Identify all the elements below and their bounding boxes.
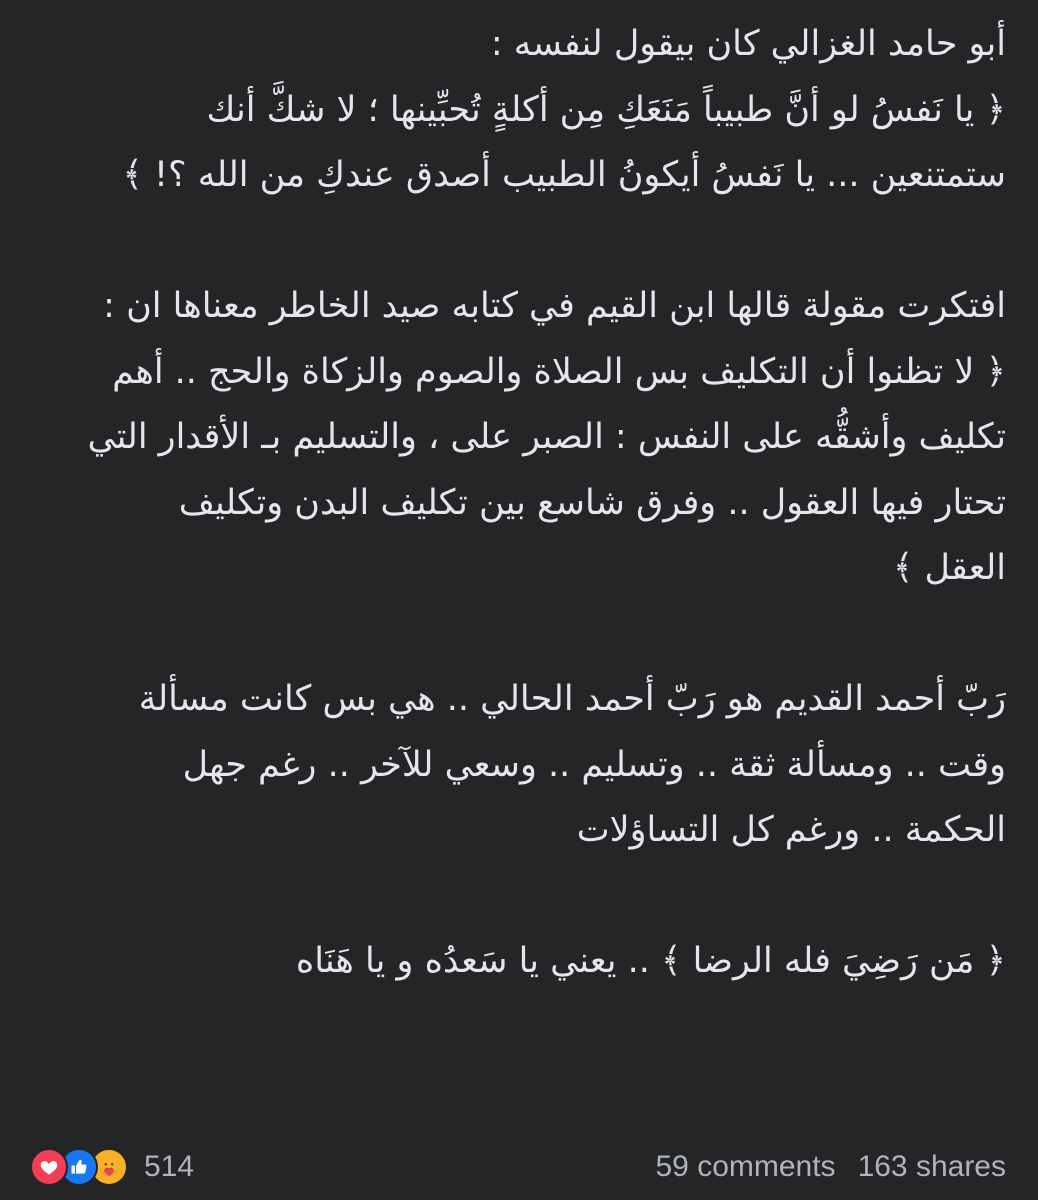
text-line: ﴿ مَن رَضِيَ فله الرضا ﴾ .. يعني يا سَعدُه و يا هَنَاه	[295, 941, 1006, 981]
paragraph-spacer	[28, 864, 1006, 930]
reactions-summary[interactable]	[30, 1148, 194, 1186]
paragraph-ibn-qayyim	[28, 274, 1006, 602]
comments-count-link[interactable]: 59 comments	[655, 1150, 836, 1183]
paragraph-spacer	[28, 209, 1006, 275]
text-line: ستمتنعين ... يا نَفسُ أيكونُ الطبيب أصدق عندكِ من الله ؟! ﴾	[122, 155, 1006, 195]
text-line: ﴿ لا تظنوا أن التكليف بس الصلاة والصوم والزكاة والحج .. أهم	[112, 351, 1006, 392]
paragraph-ghazali	[28, 12, 1006, 209]
post-text	[28, 12, 1006, 995]
text-line: أبو حامد الغزالي كان بيقول لنفسه :	[490, 24, 1006, 64]
shares-count-link[interactable]: 163 shares	[857, 1150, 1006, 1183]
engagement-stats	[655, 1150, 1006, 1184]
paragraph-spacer	[28, 602, 1006, 668]
text-line: افتكرت مقولة قالها ابن القيم في كتابه صيد الخاطر معناها ان :	[103, 286, 1006, 326]
post-footer	[30, 1140, 1006, 1194]
text-line: تكليف وأشقُّه على النفس : الصبر على ، والتسليم بـ الأقدار التي	[87, 417, 1006, 457]
reaction-icons[interactable]	[30, 1148, 120, 1186]
text-line: رَبّ أحمد القديم هو رَبّ أحمد الحالي .. هي بس كانت مسألة	[138, 679, 1006, 719]
text-line: تحتار فيها العقول .. وفرق شاسع بين تكليف البدن وتكليف	[178, 482, 1006, 523]
text-line: العقل ﴾	[892, 548, 1006, 588]
reaction-count[interactable]: 514	[144, 1150, 195, 1183]
paragraph-ahmed	[28, 667, 1006, 864]
text-line: الحكمة .. ورغم كل التساؤلات	[576, 810, 1006, 850]
text-line: وقت .. ومسألة ثقة .. وتسليم .. وسعي للآخر .. رغم جهل	[182, 744, 1006, 785]
paragraph-closing	[28, 929, 1006, 995]
love-reaction-icon	[30, 1148, 68, 1186]
text-line: ﴿ يا نَفسُ لو أنَّ طبيباً مَنَعَكِ مِن أكلةٍ تُحبِّينها ؛ لا شكَّ أنك	[206, 89, 1006, 130]
